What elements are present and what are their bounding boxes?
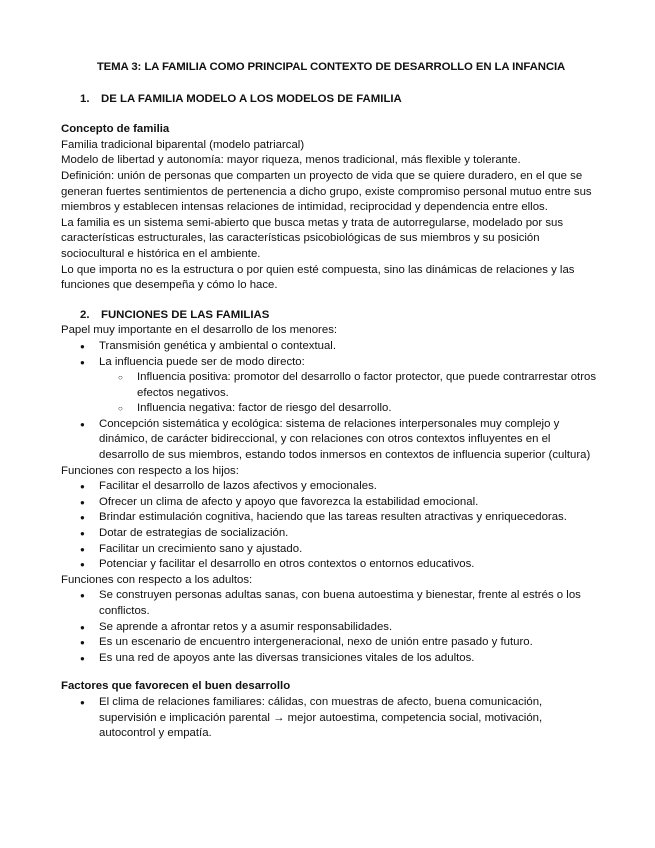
- concept-heading: Concepto de familia: [61, 123, 170, 136]
- children-functions-list: [61, 479, 601, 573]
- document-title: TEMA 3: LA FAMILIA COMO PRINCIPAL CONTEXTO DE DESARROLLO EN LA INFANCIA: [96, 61, 566, 73]
- children-functions-heading: Funciones con respecto a los hijos:: [61, 464, 239, 477]
- list-item: ● Facilitar el desarrollo de lazos afectivos y emocionales.: [61, 479, 601, 495]
- list-item-text: La influencia puede ser de modo directo:: [99, 355, 305, 368]
- factors-list: [61, 695, 601, 742]
- section-2-number: 2.: [80, 308, 90, 321]
- list-item: ● Dotar de estrategias de socialización.: [61, 526, 601, 542]
- document-page: [61, 60, 601, 742]
- section-2-heading: [61, 308, 601, 324]
- adults-functions-heading: Funciones con respecto a los adultos:: [61, 573, 253, 586]
- paragraph-definition: Definición: unión de personas que comparten un proyecto de vida que se quiere duradero, en el que se generan fuertes sentimientos de pertenencia a dicho grupo, existe compromiso personal mutuo entre sus miembros y establecen intensas relaciones de intimidad, reciprocidad y dependencia entre ellos.: [61, 169, 592, 214]
- influence-sublist: [99, 370, 601, 417]
- list-item: ● Brindar estimulación cognitiva, haciendo que las tareas resulten atractivas y enriquecedoras.: [61, 510, 601, 526]
- list-item: ● Transmisión genética y ambiental o contextual.: [61, 339, 601, 355]
- paragraph-freedom-model: Modelo de libertad y autonomía: mayor riqueza, menos tradicional, más flexible y tolerante.: [61, 154, 521, 167]
- list-item: ● Es un escenario de encuentro intergeneracional, nexo de unión entre pasado y futuro.: [61, 635, 601, 651]
- list-item: ● Ofrecer un clima de afecto y apoyo que favorezca la estabilidad emocional.: [61, 495, 601, 511]
- list-item: [61, 355, 601, 417]
- list-item: ● Concepción sistemática y ecológica: sistema de relaciones interpersonales muy complejo y dinámico, de carácter bidireccional, y con relaciones con otros contextos influyentes en el desarrollo de sus miembros, estando todos inmersos en contextos de influencia superior (cultura): [61, 417, 601, 464]
- paragraph-traditional: Familia tradicional biparental (modelo patriarcal): [61, 138, 305, 151]
- list-item: ● El clima de relaciones familiares: cálidas, con muestras de afecto, buena comunicación, supervisión e implicación parental → mejor autoestima, competencia social, motivación, autocontrol y empatía.: [61, 695, 601, 742]
- section-1-title: DE LA FAMILIA MODELO A LOS MODELOS DE FAMILIA: [101, 92, 402, 105]
- functions-intro: Papel muy importante en el desarrollo de los menores:: [61, 324, 338, 337]
- section-1-number: 1.: [80, 92, 90, 105]
- functions-list: [61, 339, 601, 464]
- paragraph-system: La familia es un sistema semi-abierto que busca metas y trata de autorregularse, modelado por sus características estructurales, las características psicobiológicas de sus miembros y su posición sociocultural e histórica en el ambiente.: [61, 216, 564, 260]
- list-item: ● Potenciar y facilitar el desarrollo en otros contextos o entornos educativos.: [61, 557, 601, 573]
- list-item: ● Es una red de apoyos ante las diversas transiciones vitales de los adultos.: [61, 651, 601, 667]
- list-item: ● Se aprende a afrontar retos y a asumir responsabilidades.: [61, 620, 601, 636]
- adults-functions-list: [61, 588, 601, 666]
- list-item: ● Facilitar un crecimiento sano y ajustado.: [61, 542, 601, 558]
- paragraph-dynamics: Lo que importa no es la estructura o por quien esté compuesta, sino las dinámicas de relaciones y las funciones que desempeña y cómo lo hace.: [61, 263, 575, 292]
- section-2-title: FUNCIONES DE LAS FAMILIAS: [101, 308, 270, 321]
- section-1-heading: [61, 92, 601, 108]
- list-item: ● Se construyen personas adultas sanas, con buena autoestima y bienestar, frente al estrés o los conflictos.: [61, 588, 601, 619]
- factors-heading: Factores que favorecen el buen desarrollo: [61, 680, 291, 693]
- sublist-item: ○ Influencia negativa: factor de riesgo del desarrollo.: [99, 401, 601, 417]
- sublist-item: ○ Influencia positiva: promotor del desarrollo o factor protector, que puede contrarrestar otros efectos negativos.: [99, 370, 601, 401]
